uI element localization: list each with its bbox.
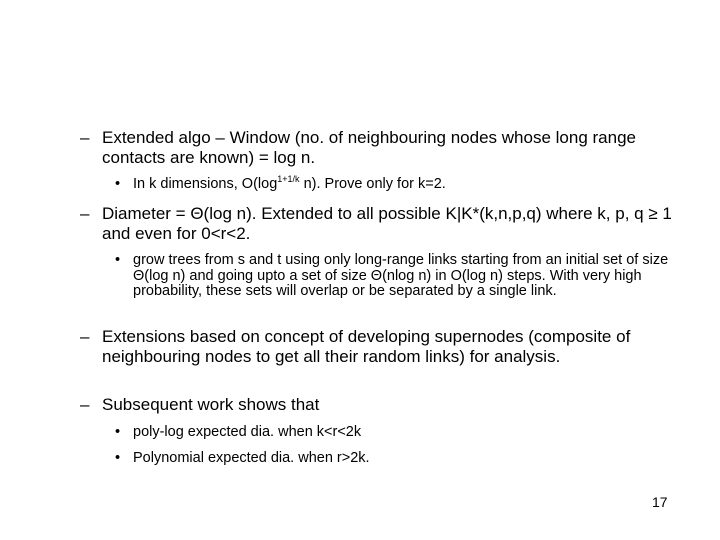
bullet-extended-algo xyxy=(80,128,685,168)
bullet-text: Subsequent work shows that xyxy=(102,395,320,414)
sub-bullet-text: poly-log expected dia. when k<r<2k xyxy=(133,424,362,440)
bullet-subsequent-work xyxy=(80,395,685,415)
bullet-text: Diameter = Θ(log n). Extended to all possible K|K*(k,n,p,q) where k, p, q ≥ 1 and even for 0<r<2. xyxy=(102,204,672,243)
sub-bullet-text: grow trees from s and t using only long-range links starting from an initial set of size Θ(log n) and going upto a set of size Θ(nlog n) in O(log n) steps. With very high probability, these sets will overlap or be separated by a single link. xyxy=(133,252,669,299)
dot-marker: • xyxy=(115,252,121,268)
page-number: 17 xyxy=(652,494,668,510)
dot-marker: • xyxy=(115,424,121,440)
dash-marker: – xyxy=(80,395,90,414)
sub-bullet-text: Polynomial expected dia. when r>2k. xyxy=(133,450,370,466)
sub-bullet-text xyxy=(133,174,685,193)
dash-marker: – xyxy=(80,327,90,346)
text-before: In k dimensions, O(log xyxy=(133,176,278,192)
bullet-text: Extensions based on concept of developing supernodes (composite of neighbouring nodes to get all their random links) for analysis. xyxy=(102,327,631,366)
sub-bullet-k-dimensions xyxy=(115,174,685,193)
dot-marker: • xyxy=(115,450,121,466)
dash-marker: – xyxy=(80,204,90,223)
dash-marker: – xyxy=(80,128,90,147)
sub-bullet-poly-log xyxy=(115,425,685,441)
text-after: n). Prove only for k=2. xyxy=(299,176,446,192)
sub-bullet-polynomial xyxy=(115,451,685,467)
bullet-text: Extended algo – Window (no. of neighbouring nodes whose long range contacts are known) = log n. xyxy=(102,128,636,167)
dot-marker: • xyxy=(115,176,121,192)
bullet-diameter xyxy=(80,204,685,244)
sub-bullet-grow-trees xyxy=(115,253,685,300)
bullet-extensions xyxy=(80,327,685,367)
exponent: 1+1/k xyxy=(277,174,300,184)
